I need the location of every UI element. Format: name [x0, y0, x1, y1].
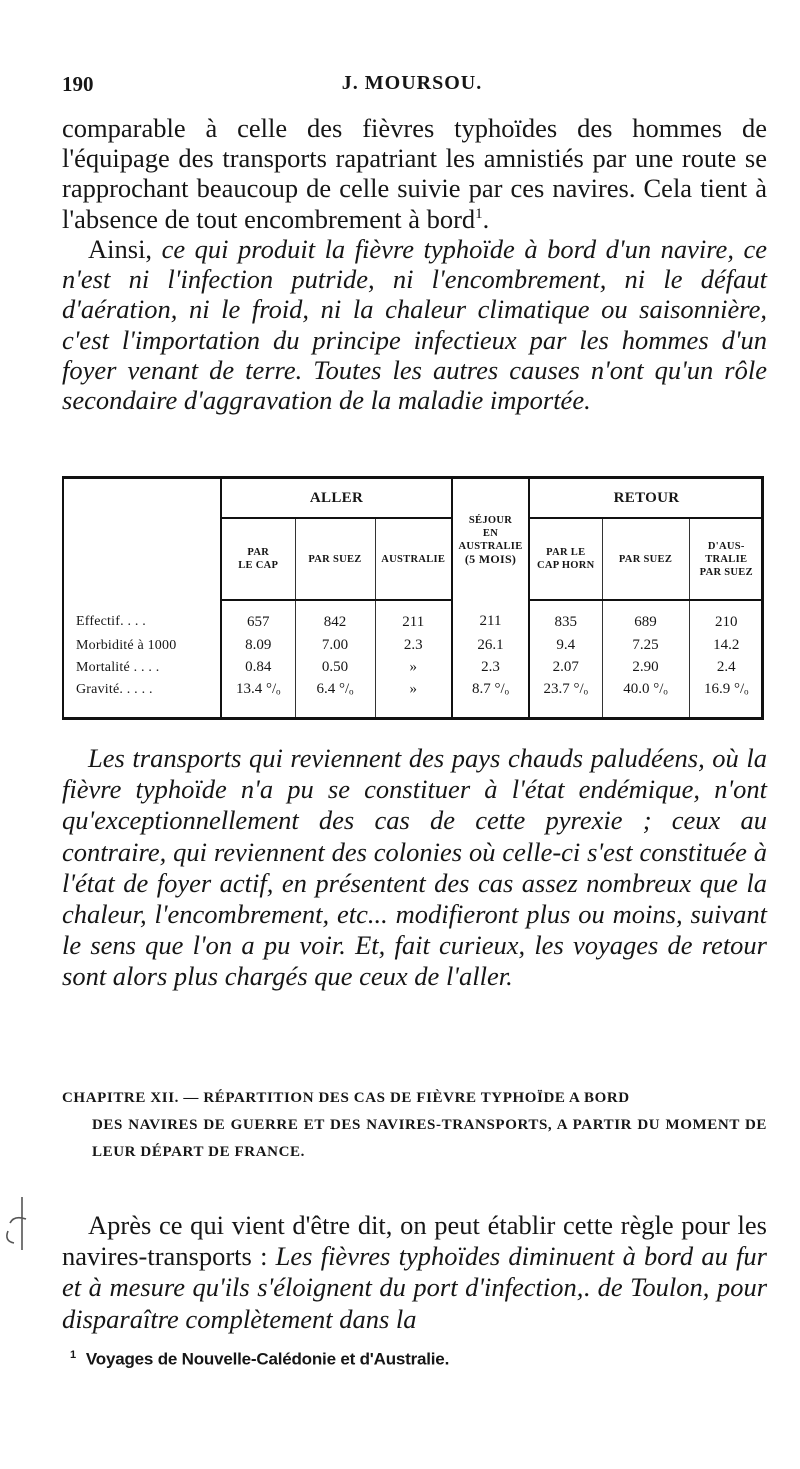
- paragraph-4-mid: .: [583, 1272, 598, 1303]
- page-number: 190: [62, 72, 94, 96]
- footnote-mark: 1: [70, 1349, 76, 1361]
- col-aller-par-suez: PAR SUEZ: [295, 518, 375, 600]
- paragraph-1-text: comparable à celle des fièvres typhoïdes des hommes de l'équipage des transports rapatriant les amnistiés par une route se rapprochant beaucoup de celle suivie par ces navires. Cela tient à l'absence de tout encombrement à bord: [62, 113, 767, 234]
- header-sejour: SÉJOUR EN AUSTRALIE (5 MOIS): [452, 479, 529, 600]
- paragraph-1: [62, 113, 767, 234]
- footnote-reference: 1: [475, 205, 483, 222]
- header-aller: ALLER: [221, 479, 452, 518]
- header-retour: RETOUR: [529, 479, 763, 518]
- col-aller-par-le-cap: PAR LE CAP: [221, 518, 295, 600]
- table-row: Effectif. . . . 657 842 211 211 835 689 210: [64, 600, 763, 636]
- col-retour-australie-suez: D'AUS- TRALIE PAR SUEZ: [689, 518, 763, 600]
- paragraph-4-lead: Après ce qui vient d'être dit, on peut établir cette règle pour les navires-transports :: [62, 1210, 767, 1272]
- footnote: [70, 1349, 449, 1370]
- paragraph-4: [62, 1210, 767, 1335]
- chapter-heading: [62, 1085, 767, 1166]
- margin-pencil-mark: [0, 1195, 30, 1255]
- paragraph-4-italic: Les fièvres typhoïdes diminuent à bord au fur et à mesure qu'ils s'éloignent du port d'infection,: [62, 1241, 767, 1303]
- footnote-text: Voyages de Nouvelle-Calédonie et d'Australie.: [85, 1349, 450, 1369]
- col-retour-cap-horn: PAR LE CAP HORN: [529, 518, 602, 600]
- col-retour-par-suez: PAR SUEZ: [602, 518, 689, 600]
- paragraph-3: [62, 743, 767, 993]
- paragraph-2: [62, 234, 767, 415]
- chapter-label: CHAPITRE XII.: [62, 1090, 179, 1106]
- paragraph-1-end: .: [482, 203, 490, 234]
- table-row: Morbidité à 1000 8.09 7.00 2.3 26.1 9.4 7.25 14.2: [64, 636, 763, 658]
- paragraph-4-italic-2: de Toulon, pour disparaître complètement dans la: [62, 1272, 768, 1334]
- statistics-table: [62, 476, 764, 720]
- table-corner: [64, 479, 221, 600]
- paragraph-2-lead: Ainsi,: [88, 234, 162, 264]
- paragraph-3-italic: Les transports qui reviennent des pays chauds paludéens, où la fièvre typhoïde n'a pu se constituer à l'état endémique, n'ont qu'exceptionnellement des cas de cette pyrexie ; ceux au contraire, qui reviennent des colonies où celle-ci s'est constituée à l'état de foyer actif, en présentent des cas assez nombreux que la chaleur, l'encombrement, etc... modifieront plus ou moins, suivant le sens que l'on a pu voir. Et, fait curieux, les voyages de retour sont alors plus chargés que ceux de l'aller.: [62, 743, 767, 992]
- chapter-title-first: RÉPARTITION DES CAS DE FIÈVRE TYPHOÏDE A BORD: [203, 1090, 630, 1106]
- col-aller-australie: AUSTRALIE: [375, 518, 452, 600]
- chapter-dash: —: [183, 1090, 199, 1106]
- table-row: Gravité. . . . . 13.4 °/ₒ 6.4 °/ₒ » 8.7 °/ₒ 23.7 °/ₒ 40.0 °/ₒ 16.9 °/ₒ: [64, 680, 763, 718]
- table-row: Mortalité . . . . 0.84 0.50 » 2.3 2.07 2.90 2.4: [64, 658, 763, 680]
- running-head: J. MOURSOU.: [341, 72, 483, 94]
- chapter-title-rest: DES NAVIRES DE GUERRE ET DES NAVIRES-TRANSPORTS, A PARTIR DU MOMENT DE LEUR DÉPART DE FRANCE.: [92, 1117, 767, 1160]
- paragraph-2-italic: ce qui produit la fièvre typhoïde à bord d'un navire, ce n'est ni l'infection putride, ni l'encombrement, ni le défaut d'aération, ni le froid, ni la chaleur climatique ou saisonnière, c'est l'importation du principe infectieux par les hommes d'un foyer venant de terre. Toutes les autres causes n'ont qu'un rôle secondaire d'aggravation de la maladie importée.: [62, 234, 767, 416]
- page-header: [62, 72, 762, 104]
